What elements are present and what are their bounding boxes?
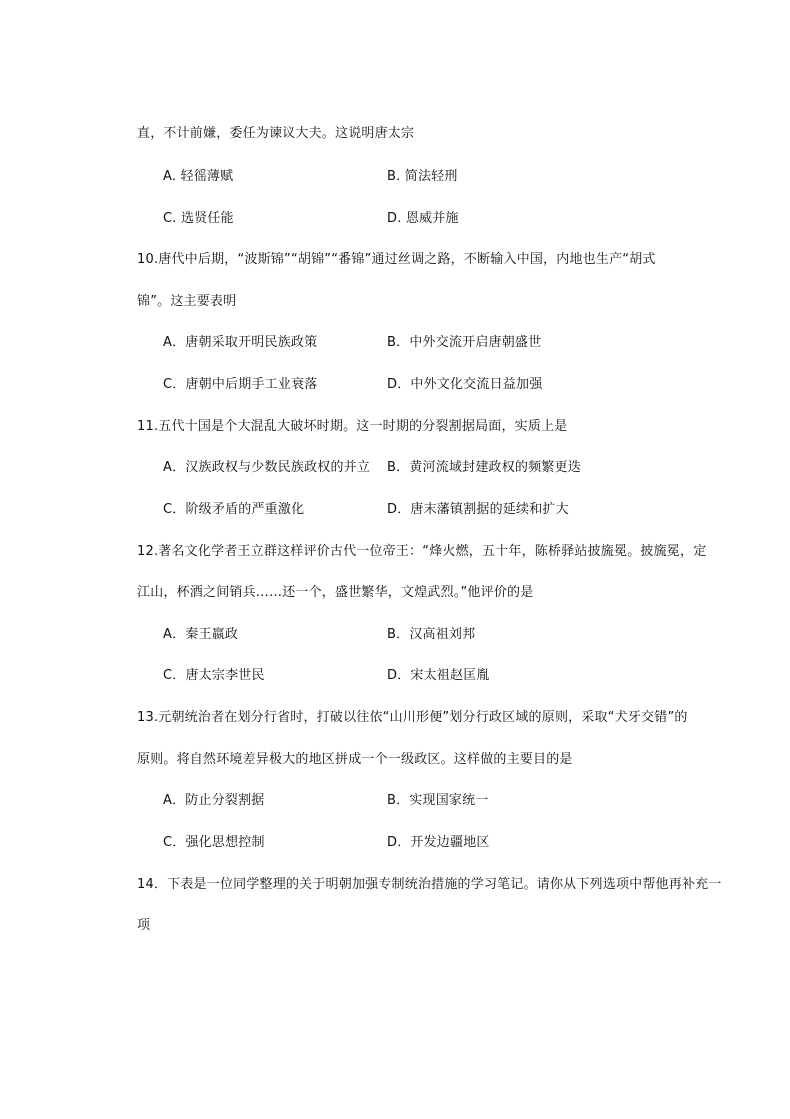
q12-option-c: C．唐太宗李世民 <box>163 668 265 683</box>
q9-stem-continuation: 直，不计前嫌，委任为谏议大夫。这说明唐太宗 <box>137 126 415 141</box>
q11-option-a: A．汉族政权与少数民族政权的并立 <box>163 460 371 475</box>
q11-option-b: B．黄河流域封建政权的频繁更迭 <box>387 460 581 475</box>
q12-stem-line-2: 江山，杯酒之间销兵……还一个，盛世繁华，文煌武烈。”他评价的是 <box>137 585 534 600</box>
q10-option-c: C．唐朝中后期手工业衰落 <box>163 377 318 392</box>
q12-option-b: B．汉高祖刘邦 <box>387 627 476 642</box>
q10-stem-line-2: 锦”。这主要表明 <box>137 294 237 309</box>
q14-stem-line-2: 项 <box>137 918 151 933</box>
q9-option-d: D. 恩威并施 <box>387 211 459 226</box>
q12-option-d: D．宋太祖赵匡胤 <box>387 668 490 683</box>
q10-option-b: B．中外交流开启唐朝盛世 <box>387 335 542 350</box>
q13-stem-line-2: 原则。将自然环境差异极大的地区拼成一个一级政区。这样做的主要目的是 <box>137 752 573 767</box>
q13-stem-line-1: 13.元朝统治者在划分行省时，打破以往依“山川形便”划分行政区域的原则，采取“犬牙交错”的 <box>137 710 688 725</box>
q11-stem-line-1: 11.五代十国是个大混乱大破坏时期。这一时期的分裂割据局面，实质上是 <box>137 419 568 434</box>
q13-option-b: B．实现国家统一 <box>387 793 489 808</box>
q9-option-b: B. 简法轻刑 <box>387 169 458 184</box>
q13-option-a: A．防止分裂割据 <box>163 793 265 808</box>
q12-stem-line-1: 12.著名文化学者王立群这样评价古代一位帝王：“烽火燃，五十年，陈桥驿站披旒冕。披旒冕，定 <box>137 544 707 559</box>
q13-option-c: C．强化思想控制 <box>163 835 265 850</box>
q10-option-a: A．唐朝采取开明民族政策 <box>163 335 318 350</box>
q10-option-d: D．中外文化交流日益加强 <box>387 377 543 392</box>
q12-option-a: A．秦王嬴政 <box>163 627 239 642</box>
q9-option-c: C. 选贤任能 <box>163 211 234 226</box>
q9-option-a: A. 轻徭薄赋 <box>163 169 234 184</box>
q13-option-d: D．开发边疆地区 <box>387 835 490 850</box>
q10-stem-line-1: 10.唐代中后期，“波斯锦”“胡锦”“番锦”通过丝调之路，不断输入中国，内地也生产“胡式 <box>137 252 656 267</box>
q11-option-c: C．阶级矛盾的严重激化 <box>163 502 305 517</box>
q14-stem-line-1: 14．下表是一位同学整理的关于明朝加强专制统治措施的学习笔记。请你从下列选项中帮他再补充一 <box>137 877 722 892</box>
q11-option-d: D．唐末藩镇割据的延续和扩大 <box>387 502 569 517</box>
